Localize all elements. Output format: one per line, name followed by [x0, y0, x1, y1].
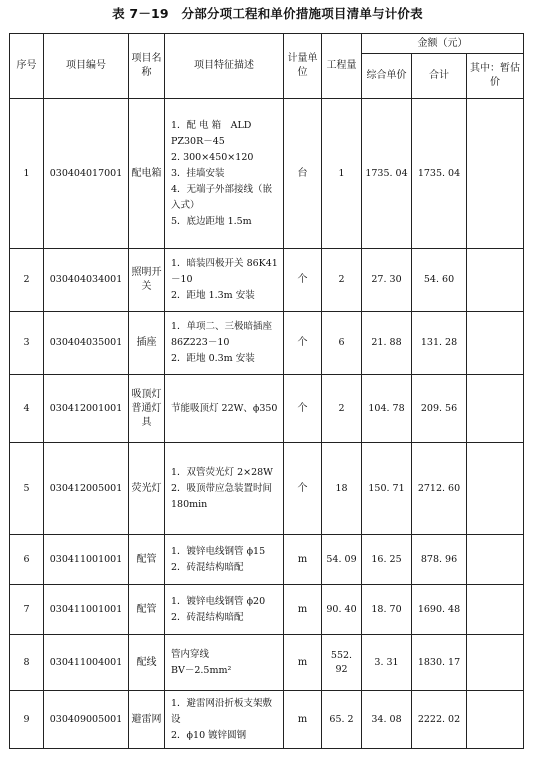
cell-name: 避雷网 — [129, 691, 165, 749]
cell-unit: 个 — [284, 312, 322, 375]
desc-line: 1．双管荧光灯 2×28W — [171, 466, 273, 478]
table-row — [10, 99, 524, 249]
cell-desc — [165, 585, 284, 635]
header-desc: 项目特征描述 — [165, 34, 284, 99]
cell-seq: 6 — [10, 535, 44, 585]
cell-code: 030409005001 — [44, 691, 129, 749]
header-code: 项目编号 — [44, 34, 129, 99]
header-name: 项目名称 — [129, 34, 165, 99]
cell-seq: 2 — [10, 249, 44, 312]
cell-code: 030404017001 — [44, 99, 129, 249]
cell-est — [467, 249, 524, 312]
cell-est — [467, 375, 524, 443]
cell-price: 104. 78 — [362, 375, 412, 443]
table-row — [10, 249, 524, 312]
cell-est — [467, 585, 524, 635]
cell-desc — [165, 249, 284, 312]
cell-total: 131. 28 — [412, 312, 467, 375]
cell-qty: 90. 40 — [322, 585, 362, 635]
cell-name: 照明开关 — [129, 249, 165, 312]
cell-unit: 台 — [284, 99, 322, 249]
header-total: 合计 — [412, 54, 467, 99]
table-row — [10, 312, 524, 375]
cell-seq: 9 — [10, 691, 44, 749]
cell-price: 27. 30 — [362, 249, 412, 312]
cell-desc — [165, 99, 284, 249]
cell-desc — [165, 312, 284, 375]
desc-line: 2．吸顶带应急装置时间 180min — [171, 482, 273, 510]
cell-price: 3. 31 — [362, 635, 412, 691]
header-unit-price: 综合单价 — [362, 54, 412, 99]
cell-name: 吸顶灯普通灯具 — [129, 375, 165, 443]
cell-qty: 54. 09 — [322, 535, 362, 585]
cell-total: 209. 56 — [412, 375, 467, 443]
cell-name: 插座 — [129, 312, 165, 375]
desc-line: 5．底边距地 1.5m — [171, 215, 252, 227]
cell-est — [467, 535, 524, 585]
cell-name: 荧光灯 — [129, 443, 165, 535]
desc-line: BV－2.5mm² — [171, 664, 232, 676]
table-row — [10, 535, 524, 585]
desc-line: 2．砖混结构暗配 — [171, 561, 244, 573]
cell-price: 1735. 04 — [362, 99, 412, 249]
cell-qty: 2 — [322, 375, 362, 443]
cell-desc — [165, 375, 284, 443]
header-seq: 序号 — [10, 34, 44, 99]
cell-code: 030411001001 — [44, 585, 129, 635]
cell-qty: 65. 2 — [322, 691, 362, 749]
header-unit: 计量单位 — [284, 34, 322, 99]
cell-seq: 1 — [10, 99, 44, 249]
cell-seq: 4 — [10, 375, 44, 443]
cell-seq: 3 — [10, 312, 44, 375]
cell-seq: 8 — [10, 635, 44, 691]
cell-est — [467, 99, 524, 249]
cell-unit: m — [284, 535, 322, 585]
cell-unit: 个 — [284, 249, 322, 312]
cell-price: 34. 08 — [362, 691, 412, 749]
cell-unit: 个 — [284, 375, 322, 443]
cell-est — [467, 635, 524, 691]
cell-name: 配电箱 — [129, 99, 165, 249]
cell-code: 030411001001 — [44, 535, 129, 585]
desc-line: 1．镀锌电线钢管 ϕ20 — [171, 595, 266, 607]
table-row — [10, 585, 524, 635]
desc-line: 2. 300×450×120 — [171, 151, 254, 163]
desc-line: 1．暗装四极开关 86K41－10 — [171, 258, 278, 285]
cell-unit: m — [284, 691, 322, 749]
desc-line: 1．镀锌电线钢管 ϕ15 — [171, 545, 266, 557]
cell-est — [467, 443, 524, 535]
cell-total: 1830. 17 — [412, 635, 467, 691]
desc-line: 2．距地 1.3m 安装 — [171, 290, 255, 301]
cell-price: 18. 70 — [362, 585, 412, 635]
cell-name: 配线 — [129, 635, 165, 691]
table-body — [10, 99, 524, 749]
desc-line: 2．距地 0.3m 安装 — [171, 353, 255, 364]
cell-qty: 6 — [322, 312, 362, 375]
cell-qty: 552. 92 — [322, 635, 362, 691]
desc-line: 4．无端子外部接线（嵌入式） — [171, 183, 273, 211]
desc-line: 节能吸顶灯 22W、ϕ350 — [171, 402, 278, 414]
cell-name: 配管 — [129, 585, 165, 635]
table-row — [10, 691, 524, 749]
table-row — [10, 635, 524, 691]
cell-qty: 2 — [322, 249, 362, 312]
desc-line: 3．挂墙安装 — [171, 167, 225, 179]
cell-code: 030412005001 — [44, 443, 129, 535]
cell-total: 1690. 48 — [412, 585, 467, 635]
cell-qty: 1 — [322, 99, 362, 249]
desc-line: 1．避雷网沿折板支架敷设 — [171, 697, 273, 725]
desc-line: 管内穿线 — [171, 648, 210, 660]
cell-price: 21. 88 — [362, 312, 412, 375]
cell-est — [467, 312, 524, 375]
cell-desc — [165, 635, 284, 691]
cell-unit: m — [284, 635, 322, 691]
desc-line: 1．配 电 箱 ALD PZ30R－45 — [171, 119, 252, 147]
header-qty: 工程量 — [322, 34, 362, 99]
cell-est — [467, 691, 524, 749]
header-estimate: 其中：暂估价 — [467, 54, 524, 99]
bill-of-quantities-table — [9, 33, 524, 749]
desc-line: 2．ϕ10 镀锌圆钢 — [171, 729, 247, 741]
cell-price: 16. 25 — [362, 535, 412, 585]
table-row — [10, 375, 524, 443]
cell-total: 1735. 04 — [412, 99, 467, 249]
cell-desc — [165, 535, 284, 585]
cell-total: 2222. 02 — [412, 691, 467, 749]
cell-qty: 18 — [322, 443, 362, 535]
cell-total: 54. 60 — [412, 249, 467, 312]
desc-line: 1．单项二、三极暗插座 86Z223－10 — [171, 321, 273, 348]
cell-code: 030404035001 — [44, 312, 129, 375]
table-row — [10, 443, 524, 535]
cell-seq: 5 — [10, 443, 44, 535]
cell-desc — [165, 691, 284, 749]
cell-total: 878. 96 — [412, 535, 467, 585]
cell-unit: 个 — [284, 443, 322, 535]
cell-code: 030412001001 — [44, 375, 129, 443]
cell-price: 150. 71 — [362, 443, 412, 535]
table-title: 表 7－19 分部分项工程和单价措施项目清单与计价表 — [112, 6, 423, 21]
cell-code: 030411004001 — [44, 635, 129, 691]
cell-total: 2712. 60 — [412, 443, 467, 535]
cell-seq: 7 — [10, 585, 44, 635]
desc-line: 2．砖混结构暗配 — [171, 611, 244, 623]
cell-name: 配管 — [129, 535, 165, 585]
cell-unit: m — [284, 585, 322, 635]
header-amount: 金额（元） — [362, 34, 524, 54]
cell-code: 030404034001 — [44, 249, 129, 312]
cell-desc — [165, 443, 284, 535]
